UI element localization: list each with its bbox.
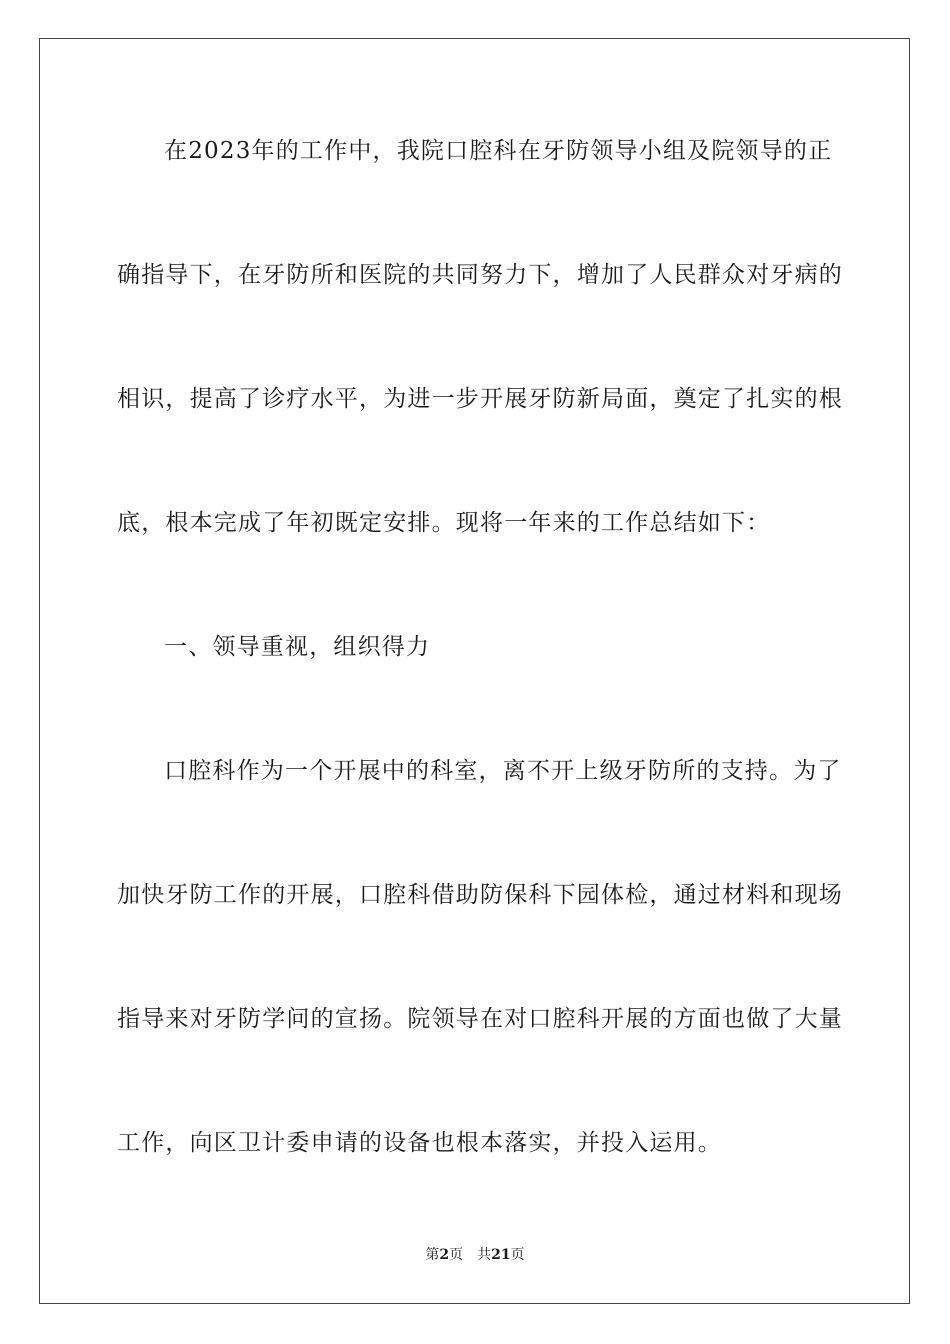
paragraph-2-line-1: 口腔科作为一个开展中的科室，离不开上级牙防所的支持。为了 (164, 758, 842, 784)
paragraph-1-line-3: 相识，提高了诊疗水平，为进一步开展牙防新局面，奠定了扎实的根 (117, 386, 843, 412)
paragraph-2-line-2: 加快牙防工作的开展，口腔科借助防保科下园体检，通过材料和现场 (117, 882, 843, 908)
footer-page-suffix: 页 (449, 1247, 464, 1263)
page-footer (0, 1246, 950, 1264)
paragraph-2-line-4: 工作，向区卫计委申请的设备也根本落实，并投入运用。 (117, 1130, 722, 1156)
footer-page-prefix: 第 (425, 1247, 440, 1263)
footer-page-number: 2 (439, 1247, 450, 1263)
footer-total-prefix: 共 (477, 1247, 492, 1263)
paragraph-1-line-1: 在2023年的工作中，我院口腔科在牙防领导小组及院领导的正 (164, 138, 833, 164)
paragraph-1-line-4: 底，根本完成了年初既定安排。现将一年来的工作总结如下： (117, 510, 771, 536)
section-heading-1: 一、领导重视，组织得力 (164, 634, 431, 660)
paragraph-2-line-3: 指导来对牙防学问的宣扬。院领导在对口腔科开展的方面也做了大量 (117, 1006, 843, 1032)
footer-total-suffix: 页 (510, 1247, 525, 1263)
footer-total-pages: 21 (491, 1247, 511, 1263)
paragraph-1-line-2: 确指导下，在牙防所和医院的共同努力下，增加了人民群众对牙病的 (117, 262, 843, 288)
page-border (39, 38, 910, 1304)
